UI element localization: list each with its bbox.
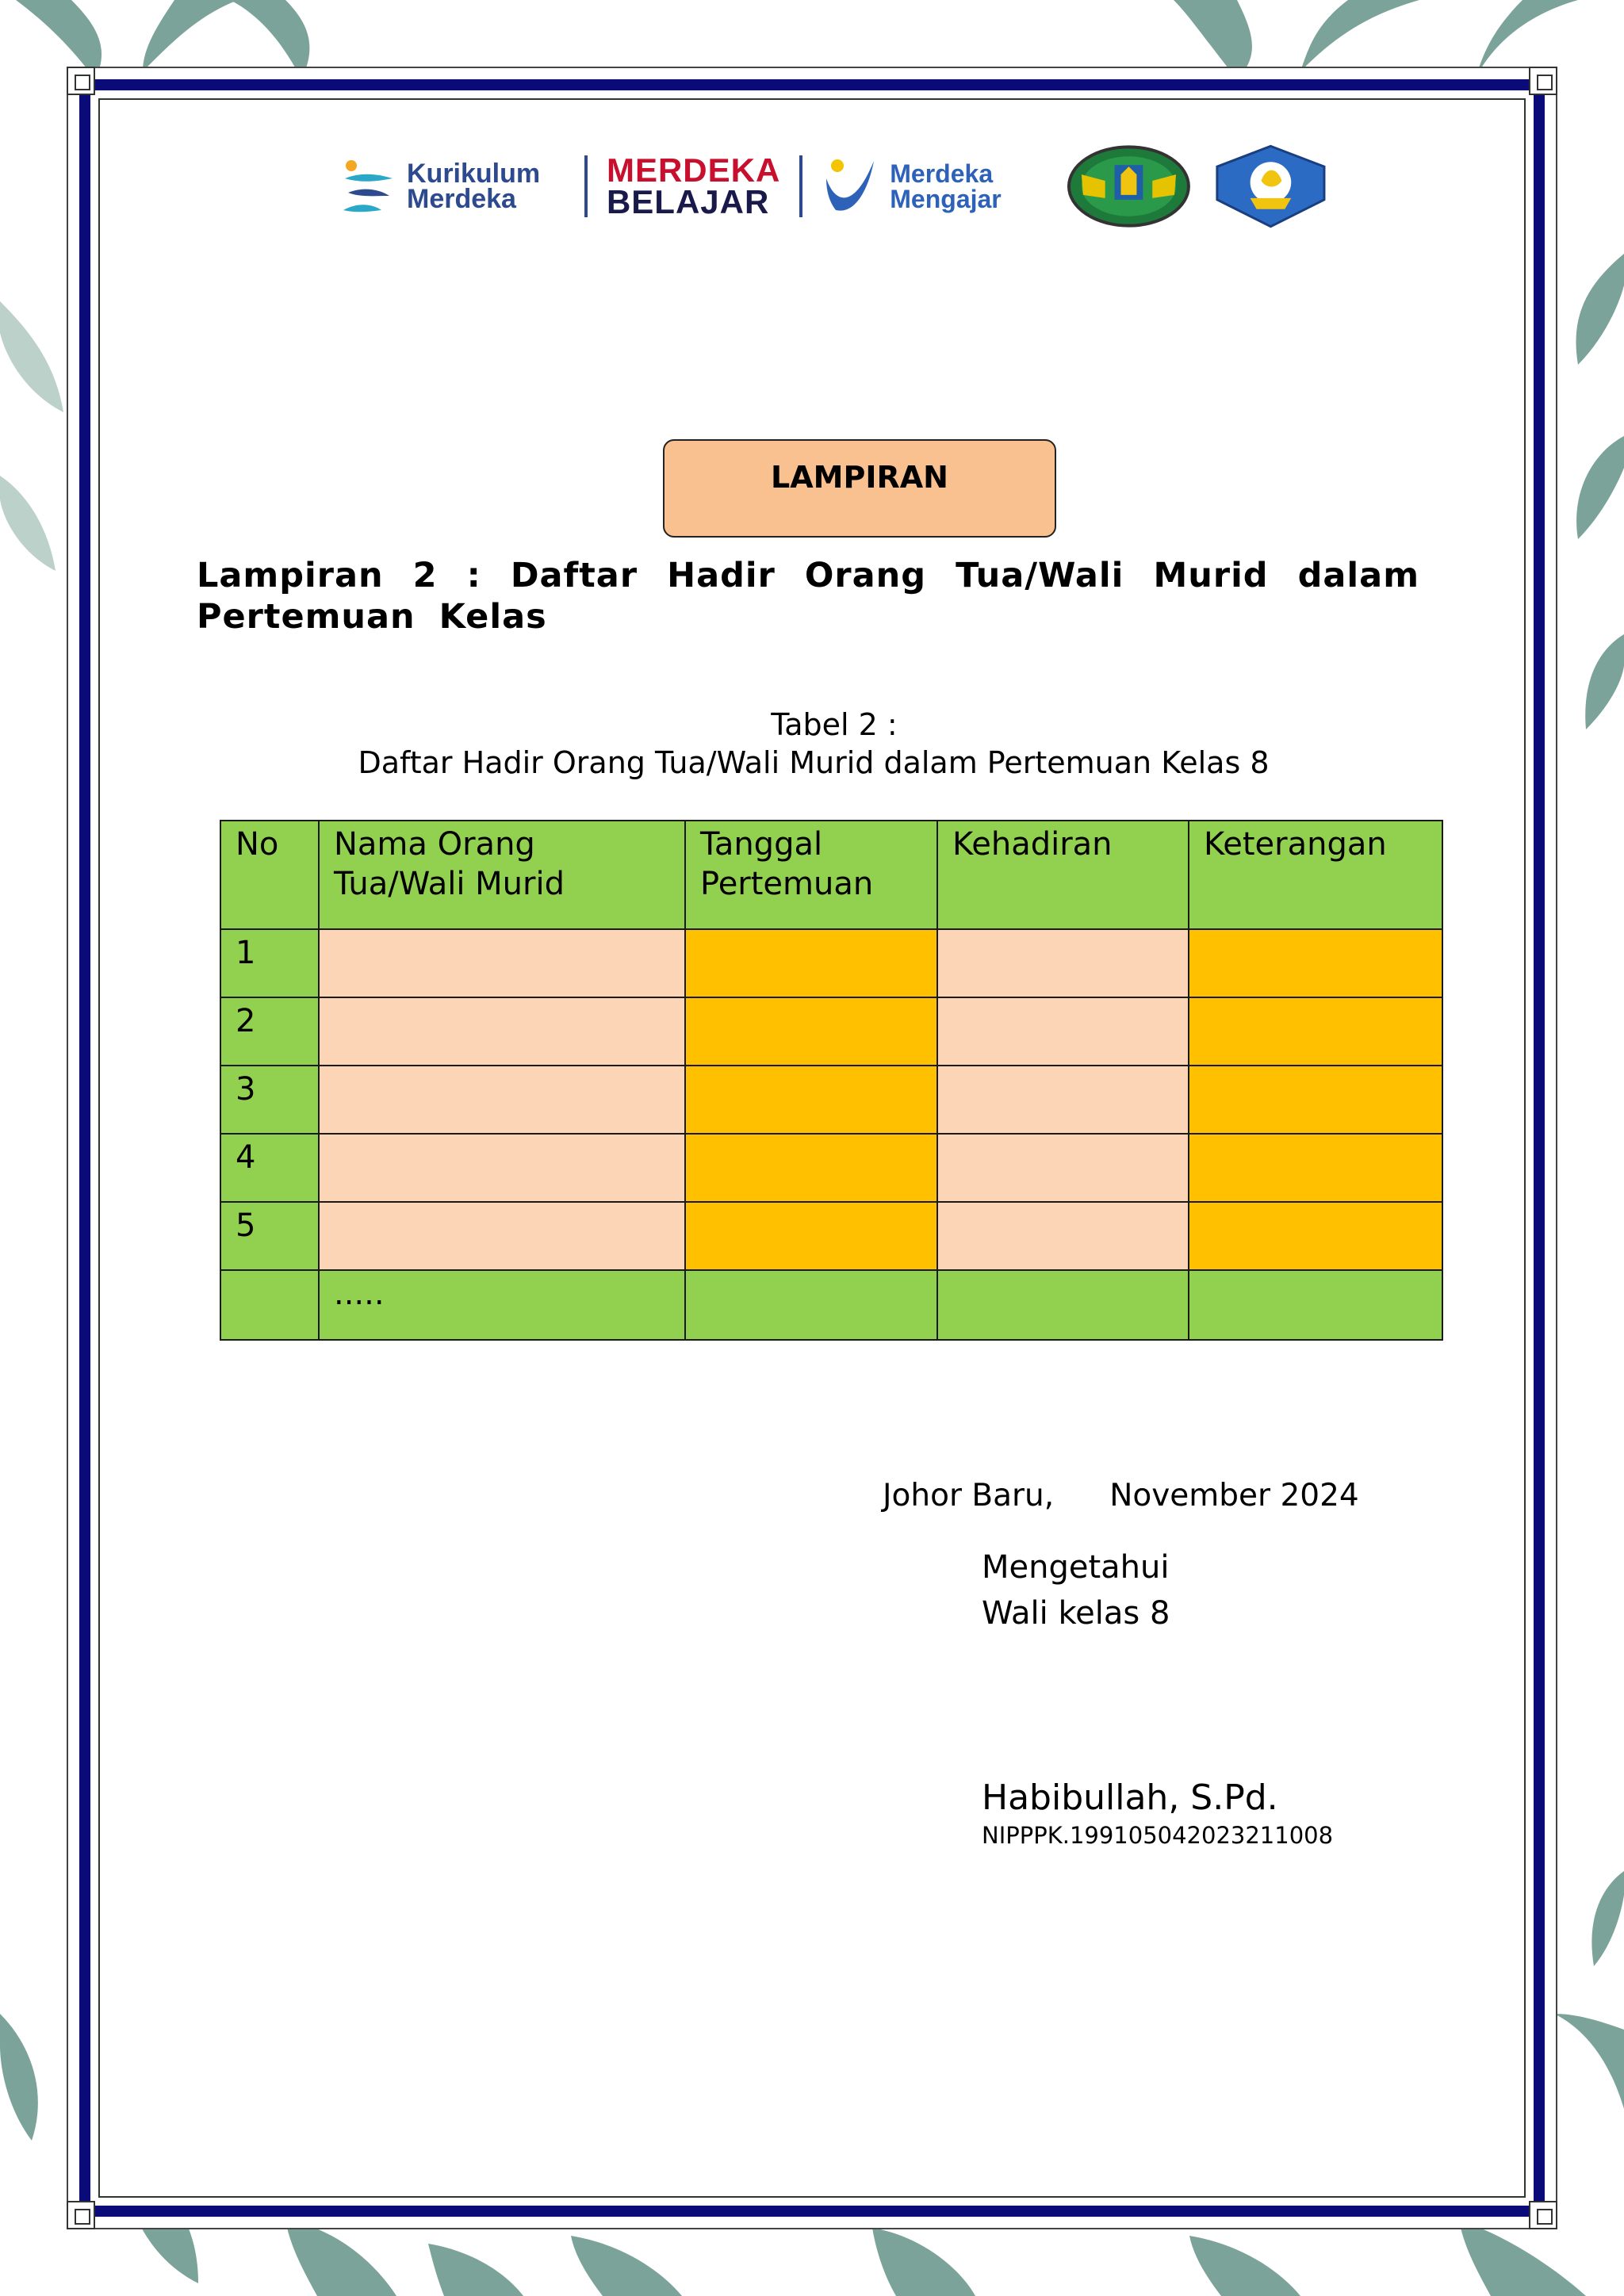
header-parent-name-line1: Nama Orang xyxy=(334,826,535,863)
attachment-heading: Lampiran 2 : Daftar Hadir Orang Tua/Wali Murid dalam Pertemuan Kelas xyxy=(197,556,1419,637)
cell-notes[interactable] xyxy=(1189,1202,1442,1270)
row-number: 4 xyxy=(220,1134,319,1202)
cell-parent-name[interactable] xyxy=(319,1202,685,1270)
merdeka-mengajar-logo xyxy=(822,155,1050,218)
cell-parent-name[interactable] xyxy=(319,997,685,1066)
row-number: 1 xyxy=(220,929,319,997)
cell-parent-name[interactable] xyxy=(319,929,685,997)
table-row xyxy=(220,997,1442,1066)
logo-bar xyxy=(337,143,1336,230)
date-text: November 2024 xyxy=(1109,1478,1359,1513)
cell-empty xyxy=(937,1270,1189,1340)
cell-attendance[interactable] xyxy=(937,1134,1189,1202)
cell-notes[interactable] xyxy=(1189,1066,1442,1134)
cell-notes[interactable] xyxy=(1189,929,1442,997)
header-attendance xyxy=(937,821,1189,929)
header-meeting-date-line1: Tanggal xyxy=(700,826,823,863)
place-text: Johor Baru, xyxy=(883,1478,1055,1513)
cell-meeting-date[interactable] xyxy=(685,1066,937,1134)
regional-emblem-icon xyxy=(1066,143,1192,230)
kurikulum-merdeka-logo xyxy=(337,155,565,218)
header-notes-text: Keterangan xyxy=(1204,826,1387,863)
merdeka-belajar-line2: BELAJAR xyxy=(606,183,770,220)
cell-notes[interactable] xyxy=(1189,1134,1442,1202)
frame-corner-tr xyxy=(1529,67,1557,95)
cell-parent-name[interactable] xyxy=(319,1134,685,1202)
table-header-row xyxy=(220,821,1442,929)
cell-notes[interactable] xyxy=(1189,997,1442,1066)
cell-attendance[interactable] xyxy=(937,929,1189,997)
frame-corner-br xyxy=(1529,2201,1557,2229)
table-row-continuation xyxy=(220,1270,1442,1340)
cell-attendance[interactable] xyxy=(937,997,1189,1066)
header-notes xyxy=(1189,821,1442,929)
row-number-empty xyxy=(220,1270,319,1340)
merdeka-mengajar-icon xyxy=(822,155,882,218)
place-date-line xyxy=(883,1478,1359,1513)
signer-role: Wali kelas 8 xyxy=(982,1595,1170,1632)
mengajar-line2: Mengajar xyxy=(890,185,1002,213)
merdeka-text: Merdeka xyxy=(407,184,516,214)
table-row xyxy=(220,1066,1442,1134)
cell-meeting-date[interactable] xyxy=(685,997,937,1066)
cell-empty xyxy=(1189,1270,1442,1340)
kurikulum-text: Kurikulum xyxy=(407,159,541,189)
row-number: 3 xyxy=(220,1066,319,1134)
kurikulum-merdeka-icon xyxy=(337,155,400,218)
header-attendance-text: Kehadiran xyxy=(952,826,1113,863)
header-no-text: No xyxy=(236,826,279,863)
frame-corner-bl xyxy=(67,2201,95,2229)
table-caption-number: Tabel 2 : xyxy=(771,707,898,742)
header-no xyxy=(220,821,319,929)
merdeka-belajar-line1: MERDEKA xyxy=(606,151,781,189)
header-meeting-date xyxy=(685,821,937,929)
cell-ellipsis: ..... xyxy=(319,1270,685,1340)
cell-meeting-date[interactable] xyxy=(685,1134,937,1202)
table-row xyxy=(220,1134,1442,1202)
lampiran-label-box: LAMPIRAN xyxy=(663,439,1056,538)
cell-meeting-date[interactable] xyxy=(685,1202,937,1270)
row-number: 5 xyxy=(220,1202,319,1270)
cell-attendance[interactable] xyxy=(937,1066,1189,1134)
cell-parent-name[interactable] xyxy=(319,1066,685,1134)
attendance-table xyxy=(220,820,1443,1341)
mengajar-line1: Merdeka xyxy=(890,159,994,188)
logo-separator xyxy=(799,155,802,217)
header-parent-name xyxy=(319,821,685,929)
signer-name: Habibullah, S.Pd. xyxy=(982,1777,1278,1818)
leaf-decoration-left xyxy=(0,238,71,634)
cell-empty xyxy=(685,1270,937,1340)
acknowledgement-text: Mengetahui xyxy=(982,1549,1170,1586)
header-parent-name-line2: Tua/Wali Murid xyxy=(334,866,565,902)
logo-separator xyxy=(584,155,588,217)
cell-meeting-date[interactable] xyxy=(685,929,937,997)
table-row xyxy=(220,929,1442,997)
row-number: 2 xyxy=(220,997,319,1066)
frame-corner-tl xyxy=(67,67,95,95)
table-row xyxy=(220,1202,1442,1270)
cell-attendance[interactable] xyxy=(937,1202,1189,1270)
table-caption-title: Daftar Hadir Orang Tua/Wali Murid dalam Pertemuan Kelas 8 xyxy=(358,745,1270,780)
signer-nip: NIPPPK.199105042023211008 xyxy=(982,1822,1334,1849)
header-meeting-date-line2: Pertemuan xyxy=(700,866,874,902)
merdeka-belajar-logo xyxy=(606,151,781,220)
tut-wuri-handayani-emblem-icon xyxy=(1206,143,1336,230)
